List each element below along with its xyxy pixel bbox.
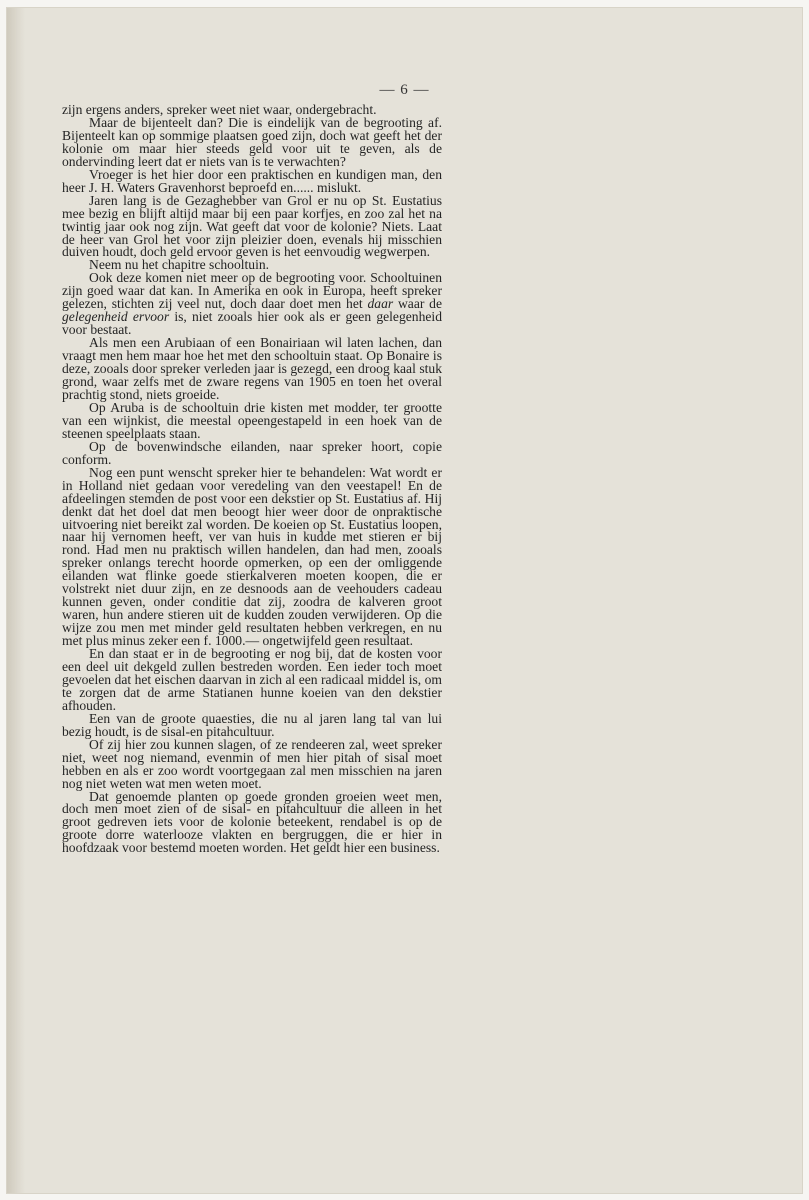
paragraph-text: is, niet zooals hier ook als er geen gelegenheid voor bestaat. — [62, 309, 442, 338]
paragraph: Op Aruba is de schooltuin drie kisten met modder, ter grootte van een wijnkist, die meestal opeengestapeld in een hoek van de steenen speelplaats staan. — [62, 399, 442, 441]
paragraph: Maar de bijenteelt dan? Die is eindelijk van de begrooting af. Bijenteelt kan op sommige plaatsen goed zijn, doch wat geeft het der kolonie om maar hier steeds geld voor uit te geven, als de ondervinding leert dat er niets van is te verwachten? — [62, 114, 442, 169]
italic-text: gelegenheid ervoor — [62, 309, 170, 325]
italic-text: daar — [367, 296, 394, 312]
paragraph: Jaren lang is de Gezaghebber van Grol er nu op St. Eustatius mee bezig en blijft altijd maar bij een paar korfjes, en zoo zal het na twintig jaar ook nog zijn. Wat geeft dat voor de kolonie? Niets. Laat de heer van Grol het voor zijn pleizier doen, evenals hij misschien duiven houdt, doch geld ervoor geven is het eenvoudig wegwerpen. — [62, 192, 442, 260]
paragraph: En dan staat er in de begrooting er nog bij, dat de kosten voor een deel uit dekgeld zullen bestreden worden. Een ieder toch moet gevoelen dat het eischen daarvan in zich al een radicaal middel is, om te zorgen dat de arme Statianen hunne koeien van den dekstier afhouden. — [62, 646, 442, 713]
paragraph: Als men een Arubiaan of een Bonairiaan wil laten lachen, dan vraagt men hem maar hoe het met den schooltuin staat. Op Bonaire is deze, zooals door spreker verleden jaar is gezegd, een droog kaal stuk grond, waar zelfs met de zware regens van 1905 en toen het overal prachtig stond, niets groeide. — [62, 335, 442, 402]
paragraph: Een van de groote quaesties, die nu al jaren lang tal van lui bezig houdt, is de sisal-en pitahcultuur. — [62, 710, 442, 739]
page-binding-edge — [7, 8, 25, 1193]
paragraph: zijn ergens anders, spreker weet niet waar, ondergebracht. — [62, 102, 377, 117]
paragraph: Of zij hier zou kunnen slagen, of ze rendeeren zal, weet spreker niet, weet nog niemand, evenmin of men hier pitah of sisal moet hebben en als er zoo wordt voortgegaan zal men misschien na jaren nog niet weten wat men weten moet. — [62, 736, 442, 791]
article-body — [62, 104, 442, 855]
paragraph — [62, 272, 442, 337]
page-number: — 6 — — [379, 82, 430, 98]
paragraph: Vroeger is het hier door een praktischen en kundigen man, den heer J. H. Waters Gravenhorst beproefd en...... mislukt. — [62, 166, 442, 195]
paragraph-text: Ook deze komen niet meer op de begrooting voor. Schooltuinen zijn goed waar dat kan. In Amerika en ook in Europa, heeft spreker gelezen, stichten zij veel nut, doch daar doet men het — [62, 270, 442, 312]
paragraph: Neem nu het chapitre schooltuin. — [89, 257, 270, 273]
document-page — [7, 8, 802, 1193]
paragraph: Op de bovenwindsche eilanden, naar spreker hoort, copie conform. — [62, 438, 442, 467]
paragraph-text: waar de — [397, 296, 443, 312]
paragraph: Nog een punt wenscht spreker hier te behandelen: Wat wordt er in Holland niet gedaan voor veredeling van den veestapel! En de afdeelingen stemden de post voor een dekstier op St. Eustatius af. Hij denkt dat het doel dat men beoogt hier weer door de onpraktische uitvoering niet bereikt zal worden. De koeien op St. Eustatius loopen, naar hij vernomen heeft, ver van huis in kudde met stieren er bij rond. Had men nu praktisch willen handelen, dan had men, zooals spreker onlangs terecht hoorde opmerken, op een der omliggende eilanden wat flinke goede stierkalveren moeten koopen, die er volstrekt niet duur zijn, en ze desnoods aan de veehouders cadeau kunnen geven, onder conditie dat zij, zoodra de kalveren groot waren, hun andere stieren uit de kudden zouden verwijderen. Op die wijze zou men met minder geld resultaten hebben verkregen, en nu met plus minus zeker een f. 1000.— ongetwijfeld geen resultaat. — [62, 464, 442, 649]
paragraph: Dat genoemde planten op goede gronden groeien weet men, doch men moet zien of de sisal- en pitahcultuur die alleen in het groot gedreven iets voor de kolonie beteekent, rendabel is op de groote dorre waterlooze vlakten en bergruggen, die er hier in hoofdzaak voor bestemd moeten worden. Het geldt hier een business. — [62, 788, 442, 856]
